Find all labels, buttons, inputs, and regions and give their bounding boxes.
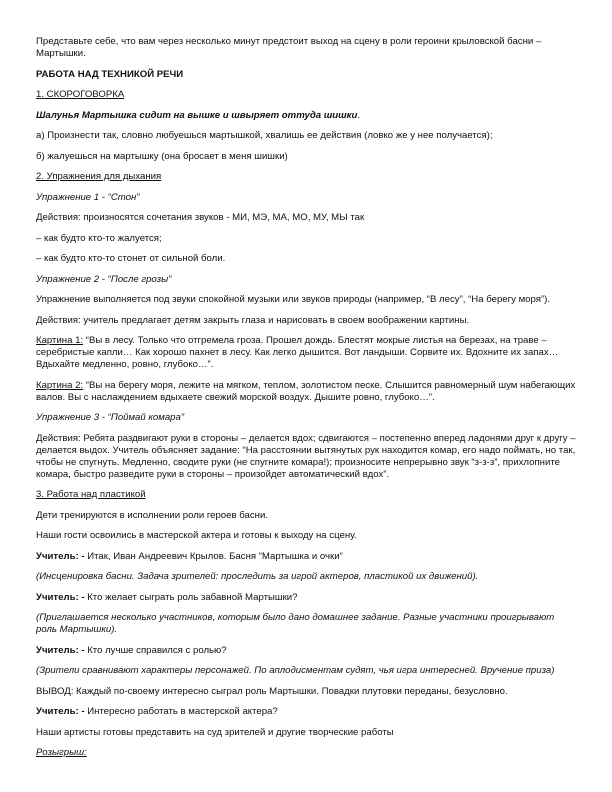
closing-paragraph: Наши артисты готовы представить на суд зрителей и другие творческие работы: [36, 726, 394, 738]
exercise-3-title: Упражнение 3 - “Поймай комара”: [36, 412, 185, 423]
draw-heading: Розыгрыш:: [36, 747, 87, 758]
teacher-label: Учитель: -: [36, 591, 85, 603]
tongue-twister-option-b: б) жалуешься на мартышку (она бросает в меня шишки): [36, 150, 288, 162]
picture-2-text: “Вы на берегу моря, лежите на мягком, теплом, золотистом песке. Слышится равномерный шум набегающих валов. Вы с наслаждением вдыхаете свежий морской воздух. Дышите ровно, глубоко…”.: [36, 379, 576, 403]
exercise-1-line-1: – как будто кто-то жалуется;: [36, 232, 162, 244]
teacher-line-3: Учитель: - Кто лучше справился с ролью?: [36, 644, 227, 656]
exercise-2-action: Действия: учитель предлагает детям закрыть глаза и нарисовать в своем воображении картины.: [36, 314, 470, 326]
tongue-twister-text: Шалунья Мартышка сидит на вышке и швыряет оттуда шишки: [36, 109, 358, 121]
teacher-line-1: Учитель: - Итак, Иван Андреевич Крылов. Басня “Мартышка и очки”: [36, 550, 343, 562]
exercise-2-description: Упражнение выполняется под звуки спокойной музыки или звуков природы (например, “В лесу”, “На берегу моря”).: [36, 294, 550, 305]
teacher-line-2: Учитель: - Кто желает сыграть роль забавной Мартышки?: [36, 591, 298, 603]
breathing-heading: 2. Упражнения для дыхания: [36, 171, 162, 182]
plasticity-paragraph-2: Наши гости освоились в мастерской актера и готовы к выходу на сцену.: [36, 530, 357, 541]
exercise-3-action: Действия: Ребята раздвигают руки в стороны – делается вдох; сдвигаются – постепенно вперед ладонями друг к другу – делается выдох. Учитель объясняет задание: “На расстоянии вытянутых рук находится комар, его надо поймать, но так, чтобы не спугнуть. Медленно, сводите руки (не спугните комара!); произносите непрерывно звук “з-з-з”, прихлопните комара, быстро разведите руки в стороны – произойдет автоматический вдох”.: [36, 432, 576, 480]
exercise-2-title: Упражнение 2 - “После грозы”: [36, 273, 172, 285]
picture-2-paragraph: [36, 380, 576, 404]
stage-note-1: (Инсценировка басни. Задача зрителей: проследить за игрой актеров, пластикой их движений).: [36, 571, 479, 582]
teacher-label: Учитель: -: [36, 706, 85, 717]
tongue-twister-heading: 1. СКОРОГОВОРКА: [36, 89, 125, 100]
picture-1-text: “Вы в лесу. Только что отгремела гроза. Прошел дождь. Блестят мокрые листья на березах, на траве – серебристые капли… Как хорошо пахнет в лесу. Как легко дышится. Вот ландыши. Сорвите их. Вдохните их запах… Вдыхайте медленно, ровно, глубоко…”.: [36, 335, 559, 370]
teacher-label: Учитель: -: [36, 644, 85, 656]
picture-2-label: Картина 2:: [36, 379, 84, 391]
picture-1-paragraph: [36, 335, 576, 371]
picture-1-label: Картина 1:: [36, 335, 84, 346]
exercise-1-action: Действия: произносятся сочетания звуков - МИ, МЭ, МА, МО, МУ, МЫ так: [36, 212, 365, 223]
stage-note-2: (Приглашается несколько участников, которым было дано домашнее задание. Разные участники проигрывают роль Мартышки).: [36, 612, 555, 635]
document-page: [36, 36, 576, 768]
tongue-twister-phrase: Шалунья Мартышка сидит на вышке и швыряет оттуда шишки.: [36, 109, 361, 121]
teacher-label: Учитель: -: [36, 550, 85, 562]
plasticity-paragraph-1: Дети тренируются в исполнении роли героев басни.: [36, 509, 268, 521]
stage-note-3: (Зрители сравнивают характеры персонажей. По аплодисментам судят, чья игра интересней. Вручение приза): [36, 665, 555, 676]
intro-paragraph: Представьте себе, что вам через несколько минут предстоит выход на сцену в роли героини крыловской басни – Мартышки.: [36, 36, 542, 59]
plasticity-heading: 3. Работа над пластикой: [36, 489, 146, 500]
tongue-twister-option-a: а) Произнести так, словно любуешься мартышкой, хвалишь ее действия (ловко же у нее получается);: [36, 130, 493, 141]
exercise-1-title: Упражнение 1 - “Стон”: [36, 191, 140, 203]
section-title: РАБОТА НАД ТЕХНИКОЙ РЕЧИ: [36, 68, 184, 80]
conclusion-paragraph: ВЫВОД: Каждый по-своему интересно сыграл роль Мартышки. Повадки плутовки переданы, безусловно.: [36, 685, 508, 697]
exercise-1-line-2: – как будто кто-то стонет от сильной боли.: [36, 253, 226, 264]
teacher-line-4: Учитель: - Интересно работать в мастерской актера?: [36, 706, 278, 717]
